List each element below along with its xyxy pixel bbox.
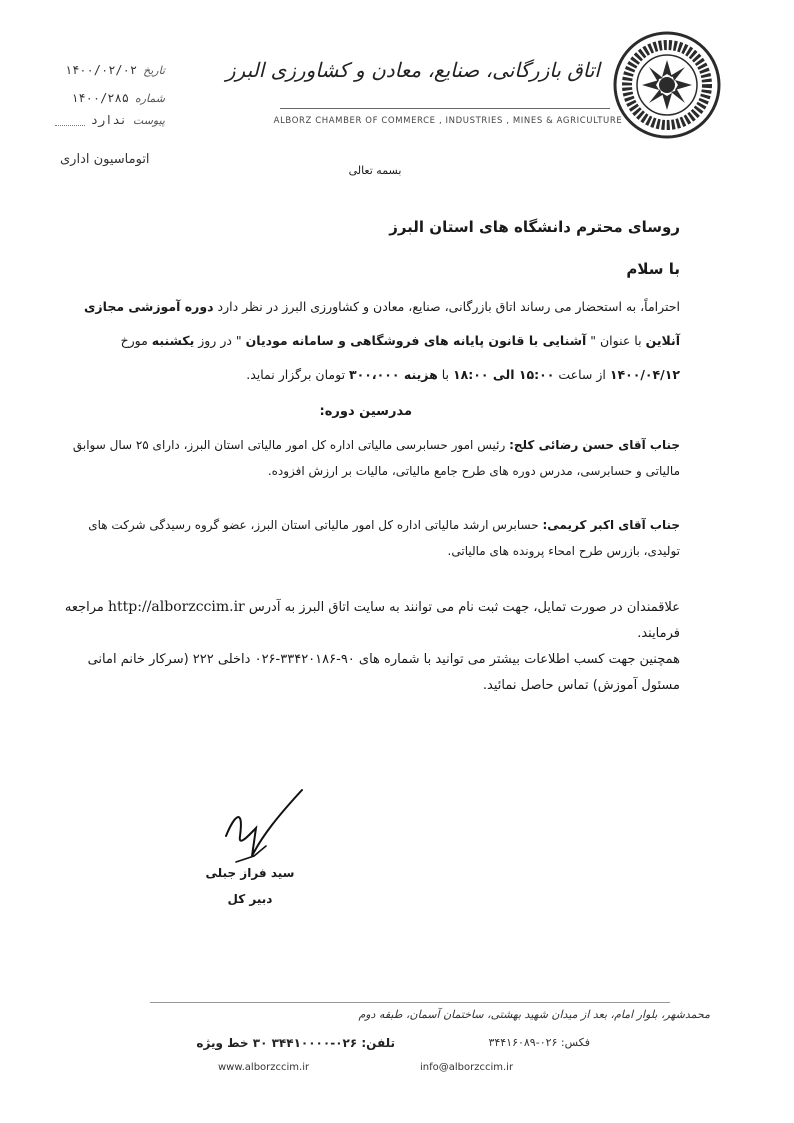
registration-line — [60, 594, 680, 647]
course-date: ۱۴۰۰/۰۴/۱۲ — [609, 367, 680, 382]
attachment-label: پیوست — [132, 113, 165, 127]
date-field — [55, 60, 165, 80]
teacher-2 — [60, 512, 680, 564]
p1-part: " در روز — [194, 333, 246, 348]
course-title: آشنایی با قانون پایانه های فروشگاهی و سامانه مودیان — [245, 333, 587, 348]
teacher-2-desc: حسابرس ارشد مالیاتی اداره کل امور مالیاتی استان البرز، عضو گروه رسیدگی شرکت های تولیدی، بازرس طرح امحاء پرونده های مالیاتی. — [88, 518, 680, 558]
footer-email[interactable]: info@alborzccim.ir — [420, 1062, 514, 1073]
footer-phone: تلفن: ۰۲۶-۳۴۴۱۰۰۰۰ ۳۰ خط ویژه — [196, 1036, 395, 1050]
automation-label: اتوماسیون اداری — [60, 152, 150, 167]
p1-part: با عنوان " — [586, 333, 646, 348]
p1-part: تومان برگزار نماید. — [246, 367, 350, 382]
p1-part: احتراماً، به استحضار می رساند اتاق بازرگانی، صنایع، معادن و کشاورزی البرز در نظر دارد — [213, 299, 680, 314]
number-value: ۱۴۰۰/۲۸۵ — [71, 91, 129, 105]
bismillah: بسمه تعالی — [348, 164, 402, 177]
course-type: دوره آموزشی مجازی آنلاین — [83, 299, 680, 348]
date-value: ۱۴۰۰/۰۲/۰۲ — [64, 63, 138, 77]
header-divider — [280, 108, 610, 109]
main-paragraph — [60, 290, 680, 392]
course-fee: هزینه ۳۰۰،۰۰۰ — [349, 367, 438, 382]
p1-part: مورخ — [120, 333, 152, 348]
footer-address: محمدشهر، بلوار امام، بعد از میدان شهید بهشتی، ساختمان آسمان، طبقه دوم — [358, 1008, 710, 1021]
p1-part: با — [437, 367, 453, 382]
registration-text: علاقمندان در صورت تمایل، جهت ثبت نام می توانند به سایت اتاق البرز به آدرس — [244, 600, 680, 615]
attachment-value: ندارد — [90, 113, 127, 127]
registration-text-end: مراجعه فرمایند. — [64, 600, 680, 641]
teachers-heading: مدرسین دوره: — [319, 404, 412, 419]
contact-line: همچنین جهت کسب اطلاعات بیشتر می توانید با شماره های ۹۰-۳۳۴۲۰۱۸۶-۰۲۶ داخلی ۲۲۲ (سرکار خانم امانی مسئول آموزش) تماس حاصل نمائید. — [87, 652, 680, 693]
course-day: یکشنبه — [151, 333, 195, 348]
teacher-1-desc: رئیس امور حسابرسی مالیاتی اداره کل امور مالیاتی استان البرز، دارای ۲۵ سال سوابق مالیاتی و حسابرسی، مدرس دوره های طرح جامع مالیاتی، مالیات بر ارزش افزوده. — [72, 438, 680, 478]
signatory-name: سید فراز جبلی — [205, 866, 295, 880]
footer-divider — [150, 1002, 670, 1003]
chamber-logo — [612, 30, 722, 140]
number-field — [55, 88, 165, 108]
p1-part: از ساعت — [554, 367, 610, 382]
teacher-1-name: جناب آقای حسن رضائی کلج: — [509, 438, 680, 452]
registration-notes — [60, 594, 680, 699]
teacher-2-name: جناب آقای اکبر کریمی: — [542, 518, 680, 532]
date-label: تاریخ — [143, 63, 165, 77]
attachment-dots — [55, 115, 85, 126]
footer-website[interactable]: www.alborzccim.ir — [218, 1062, 310, 1073]
attachment-field — [55, 110, 165, 130]
org-name-persian: اتاق بازرگانی، صنایع، معادن و کشاورزی البرز — [225, 58, 600, 82]
number-label: شماره — [134, 91, 165, 105]
registration-url[interactable]: http://alborzccim.ir — [108, 599, 245, 615]
teacher-1 — [60, 432, 680, 484]
org-name-english: ALBORZ CHAMBER OF COMMERCE , INDUSTRIES , MINES & AGRICULTURE — [273, 116, 623, 126]
footer-fax: فکس: ۰۲۶-۳۴۴۱۶۰۸۹ — [488, 1036, 590, 1049]
handwritten-signature — [206, 776, 316, 876]
recipient-line: روسای محترم دانشگاه های استان البرز — [389, 218, 680, 236]
greeting: با سلام — [626, 260, 680, 278]
signatory-title: دبیر کل — [227, 892, 273, 906]
course-time: ۱۵:۰۰ الی ۱۸:۰۰ — [452, 367, 555, 382]
